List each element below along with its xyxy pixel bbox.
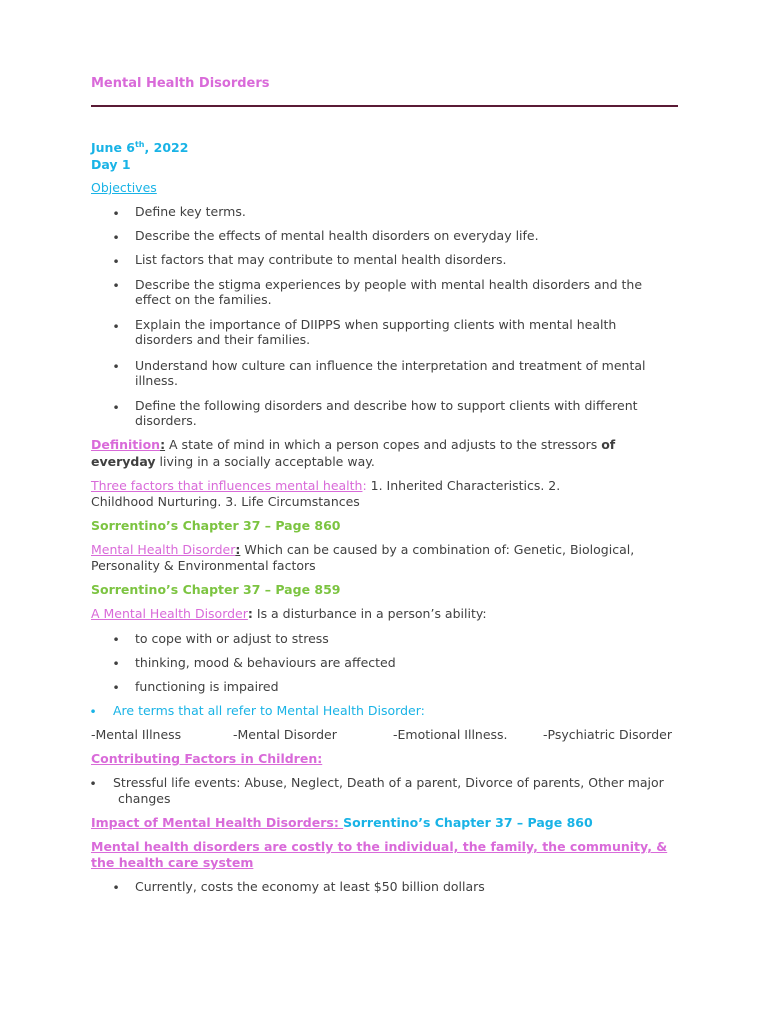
day-label: Day 1 <box>91 157 131 172</box>
definition-bold: everyday <box>91 454 156 469</box>
mhd-colon: : <box>235 542 241 557</box>
children-line-2: changes <box>118 791 171 806</box>
date-year: , 2022 <box>144 140 189 155</box>
list-bullet: • <box>112 206 120 221</box>
amhd-label: A Mental Health Disorder <box>91 606 248 621</box>
list-item: Describe the effects of mental health disorders on everyday life. <box>135 228 539 243</box>
term-item: -Psychiatric Disorder <box>543 727 672 742</box>
list-bullet: • <box>89 776 97 791</box>
definition-line-1 <box>91 437 615 452</box>
amhd-text: Is a disturbance in a person’s ability: <box>252 606 487 621</box>
impact-line <box>91 815 593 830</box>
list-bullet: • <box>112 632 120 647</box>
definition-text: living in a socially acceptable way. <box>155 454 375 469</box>
three-factors-label: Three factors that influences mental health <box>91 478 363 493</box>
list-item: List factors that may contribute to mental health disorders. <box>135 252 507 267</box>
amhd-line <box>91 606 487 621</box>
date-superscript: th <box>134 139 145 149</box>
list-item-line: Describe the stigma experiences by people with mental health disorders and the <box>135 277 643 292</box>
children-line-1: Stressful life events: Abuse, Neglect, Death of a parent, Divorce of parents, Other major <box>113 775 664 790</box>
amhd-colon: : <box>247 606 253 621</box>
list-bullet: • <box>112 400 120 415</box>
impact-colon: : <box>333 815 344 830</box>
term-item: -Emotional Illness. <box>393 727 508 742</box>
list-bullet: • <box>112 254 120 269</box>
list-item-line: disorders. <box>135 413 197 428</box>
three-factors-line-2: Childhood Nurturing. 3. Life Circumstances <box>91 494 360 509</box>
list-item-line: Understand how culture can influence the interpretation and treatment of mental <box>135 358 646 373</box>
mhd-label: Mental Health Disorder <box>91 542 236 557</box>
document-title: Mental Health Disorders <box>91 76 270 91</box>
list-item-line: disorders and their families. <box>135 332 311 347</box>
terms-intro: Are terms that all refer to Mental Health Disorder: <box>113 703 425 718</box>
impact-reference: Sorrentino’s Chapter 37 – Page 860 <box>343 815 593 830</box>
list-bullet: • <box>112 359 120 374</box>
term-item: -Mental Disorder <box>233 727 337 742</box>
three-factors-text: 1. Inherited Characteristics. 2. <box>366 478 561 493</box>
reference-859: Sorrentino’s Chapter 37 – Page 859 <box>91 582 341 597</box>
impact-label: Impact of Mental Health Disorders <box>91 815 334 830</box>
list-item-line: Explain the importance of DIIPPS when supporting clients with mental health <box>135 317 617 332</box>
costly-line-2: the health care system <box>91 855 254 870</box>
title-divider <box>91 105 678 107</box>
definition-text: A state of mind in which a person copes and adjusts to the stressors <box>165 437 602 452</box>
children-heading: Contributing Factors in Children: <box>91 751 323 766</box>
list-bullet: • <box>112 278 120 293</box>
list-bullet: • <box>112 230 120 245</box>
list-item: to cope with or adjust to stress <box>135 631 329 646</box>
three-factors-colon: : <box>362 478 367 493</box>
list-item-line: Define the following disorders and describe how to support clients with different <box>135 398 638 413</box>
list-item: Define key terms. <box>135 204 246 219</box>
definition-line-2 <box>91 454 375 469</box>
list-bullet: • <box>112 656 120 671</box>
reference-860: Sorrentino’s Chapter 37 – Page 860 <box>91 518 341 533</box>
three-factors-line-1 <box>91 478 560 493</box>
objectives-heading: Objectives <box>91 180 157 195</box>
list-item-line: illness. <box>135 373 179 388</box>
list-bullet: • <box>112 880 120 895</box>
definition-label: Definition <box>91 437 161 452</box>
list-item: thinking, mood & behaviours are affected <box>135 655 396 670</box>
list-item: functioning is impaired <box>135 679 279 694</box>
list-item: Currently, costs the economy at least $50 billion dollars <box>135 879 485 894</box>
list-bullet: • <box>112 680 120 695</box>
list-bullet: • <box>89 704 97 719</box>
term-item: -Mental Illness <box>91 727 182 742</box>
date-line <box>91 140 188 155</box>
mhd-text: Which can be caused by a combination of: Genetic, Biological, <box>240 542 635 557</box>
definition-bold: of <box>601 437 616 452</box>
date-text: June 6 <box>91 140 135 155</box>
list-bullet: • <box>112 319 120 334</box>
definition-colon: : <box>160 437 166 452</box>
mhd-line-1 <box>91 542 634 557</box>
costly-line-1: Mental health disorders are costly to the individual, the family, the community, & <box>91 839 668 854</box>
mhd-line-2: Personality & Environmental factors <box>91 558 316 573</box>
list-item-line: effect on the families. <box>135 292 272 307</box>
